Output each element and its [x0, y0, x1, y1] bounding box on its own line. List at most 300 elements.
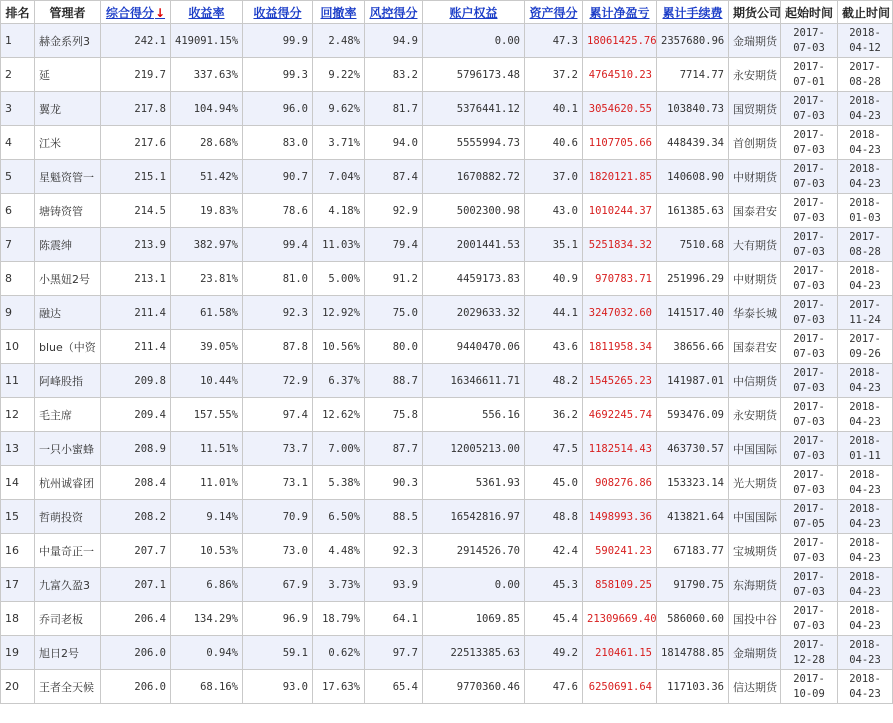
cell-net-pnl: 4764510.23: [583, 58, 657, 92]
cell-fees: 141517.40: [657, 296, 729, 330]
cell-fees: 117103.36: [657, 670, 729, 704]
table-row: [1, 568, 893, 602]
cell-score: 208.9: [101, 432, 171, 466]
cell-return: 39.05%: [171, 330, 243, 364]
col-fees[interactable]: 累计手续费: [657, 1, 729, 24]
cell-fees: 251996.29: [657, 262, 729, 296]
cell-drawdown: 17.63%: [313, 670, 365, 704]
cell-net-pnl: 1182514.43: [583, 432, 657, 466]
cell-company: 金瑞期货: [729, 24, 781, 58]
col-return[interactable]: 收益率: [171, 1, 243, 24]
cell-asset-score: 37.0: [525, 160, 583, 194]
cell-risk-score: 83.2: [365, 58, 423, 92]
cell-asset-score: 47.3: [525, 24, 583, 58]
cell-company: 国泰君安: [729, 330, 781, 364]
cell-equity: 9770360.46: [423, 670, 525, 704]
cell-risk-score: 91.2: [365, 262, 423, 296]
cell-start: 2017-07-03: [781, 194, 838, 228]
cell-company: 中国国际: [729, 432, 781, 466]
cell-net-pnl: 590241.23: [583, 534, 657, 568]
cell-return-score: 96.9: [243, 602, 313, 636]
cell-start: 2017-12-28: [781, 636, 838, 670]
cell-asset-score: 44.1: [525, 296, 583, 330]
cell-fees: 91790.75: [657, 568, 729, 602]
cell-return-score: 97.4: [243, 398, 313, 432]
cell-return-score: 81.0: [243, 262, 313, 296]
cell-asset-score: 40.9: [525, 262, 583, 296]
cell-risk-score: 64.1: [365, 602, 423, 636]
cell-drawdown: 6.50%: [313, 500, 365, 534]
cell-return: 11.51%: [171, 432, 243, 466]
cell-end: 2018-04-23: [838, 670, 893, 704]
table-row: [1, 126, 893, 160]
cell-company: 光大期货: [729, 466, 781, 500]
cell-drawdown: 0.62%: [313, 636, 365, 670]
cell-company: 宝城期货: [729, 534, 781, 568]
cell-asset-score: 48.2: [525, 364, 583, 398]
table-body: [1, 24, 893, 704]
cell-score: 206.0: [101, 670, 171, 704]
cell-company: 信达期货: [729, 670, 781, 704]
cell-end: 2018-04-23: [838, 636, 893, 670]
cell-return: 6.86%: [171, 568, 243, 602]
cell-manager: 融达: [35, 296, 101, 330]
cell-rank: 12: [1, 398, 35, 432]
cell-return: 104.94%: [171, 92, 243, 126]
cell-score: 208.2: [101, 500, 171, 534]
cell-manager: 王者全天候: [35, 670, 101, 704]
cell-manager: 哲萌投资: [35, 500, 101, 534]
cell-equity: 12005213.00: [423, 432, 525, 466]
cell-fees: 448439.34: [657, 126, 729, 160]
cell-return: 11.01%: [171, 466, 243, 500]
table-row: [1, 330, 893, 364]
cell-rank: 2: [1, 58, 35, 92]
cell-drawdown: 3.73%: [313, 568, 365, 602]
cell-fees: 38656.66: [657, 330, 729, 364]
cell-manager: 旭日2号: [35, 636, 101, 670]
cell-drawdown: 9.62%: [313, 92, 365, 126]
cell-manager: 阿峰股指: [35, 364, 101, 398]
cell-manager: 毛主席: [35, 398, 101, 432]
cell-company: 永安期货: [729, 398, 781, 432]
cell-asset-score: 37.2: [525, 58, 583, 92]
cell-fees: 141987.01: [657, 364, 729, 398]
cell-fees: 1814788.85: [657, 636, 729, 670]
cell-return-score: 73.0: [243, 534, 313, 568]
cell-company: 中信期货: [729, 364, 781, 398]
cell-score: 207.7: [101, 534, 171, 568]
cell-score: 242.1: [101, 24, 171, 58]
cell-company: 中财期货: [729, 160, 781, 194]
cell-manager: blue（中资: [35, 330, 101, 364]
col-score[interactable]: [101, 1, 171, 24]
cell-drawdown: 2.48%: [313, 24, 365, 58]
cell-rank: 17: [1, 568, 35, 602]
cell-company: 东海期货: [729, 568, 781, 602]
cell-net-pnl: 6250691.64: [583, 670, 657, 704]
cell-rank: 18: [1, 602, 35, 636]
cell-company: 国泰君安: [729, 194, 781, 228]
col-drawdown[interactable]: 回撤率: [313, 1, 365, 24]
cell-company: 首创期货: [729, 126, 781, 160]
cell-start: 2017-07-03: [781, 330, 838, 364]
cell-end: 2018-04-23: [838, 466, 893, 500]
cell-company: 金瑞期货: [729, 636, 781, 670]
cell-asset-score: 43.6: [525, 330, 583, 364]
cell-net-pnl: 3054620.55: [583, 92, 657, 126]
col-start: 起始时间: [781, 1, 838, 24]
cell-net-pnl: 1010244.37: [583, 194, 657, 228]
cell-risk-score: 80.0: [365, 330, 423, 364]
cell-return: 19.83%: [171, 194, 243, 228]
cell-company: 华泰长城: [729, 296, 781, 330]
cell-score: 213.1: [101, 262, 171, 296]
cell-return: 23.81%: [171, 262, 243, 296]
cell-score: 211.4: [101, 330, 171, 364]
cell-return-score: 59.1: [243, 636, 313, 670]
cell-risk-score: 92.3: [365, 534, 423, 568]
cell-start: 2017-07-03: [781, 92, 838, 126]
table-row: [1, 24, 893, 58]
cell-start: 2017-07-03: [781, 364, 838, 398]
cell-asset-score: 40.1: [525, 92, 583, 126]
cell-drawdown: 12.62%: [313, 398, 365, 432]
cell-end: 2017-08-28: [838, 58, 893, 92]
cell-return-score: 73.1: [243, 466, 313, 500]
cell-asset-score: 40.6: [525, 126, 583, 160]
cell-drawdown: 9.22%: [313, 58, 365, 92]
cell-company: 大有期货: [729, 228, 781, 262]
cell-start: 2017-07-05: [781, 500, 838, 534]
cell-return: 9.14%: [171, 500, 243, 534]
cell-net-pnl: 908276.86: [583, 466, 657, 500]
cell-net-pnl: 210461.15: [583, 636, 657, 670]
cell-score: 207.1: [101, 568, 171, 602]
cell-return: 382.97%: [171, 228, 243, 262]
cell-score: 213.9: [101, 228, 171, 262]
table-row: [1, 92, 893, 126]
sort-desc-icon: ↓: [154, 5, 166, 20]
cell-end: 2018-04-23: [838, 398, 893, 432]
cell-manager: 江米: [35, 126, 101, 160]
cell-asset-score: 35.1: [525, 228, 583, 262]
cell-score: 206.4: [101, 602, 171, 636]
cell-start: 2017-07-03: [781, 262, 838, 296]
cell-net-pnl: 1820121.85: [583, 160, 657, 194]
cell-return-score: 99.4: [243, 228, 313, 262]
cell-fees: 413821.64: [657, 500, 729, 534]
cell-rank: 13: [1, 432, 35, 466]
table-row: [1, 160, 893, 194]
col-risk-score[interactable]: 风控得分: [365, 1, 423, 24]
cell-rank: 16: [1, 534, 35, 568]
cell-net-pnl: 5251834.32: [583, 228, 657, 262]
cell-risk-score: 90.3: [365, 466, 423, 500]
table-row: [1, 534, 893, 568]
cell-drawdown: 4.18%: [313, 194, 365, 228]
cell-rank: 4: [1, 126, 35, 160]
cell-fees: 140608.90: [657, 160, 729, 194]
cell-score: 209.8: [101, 364, 171, 398]
cell-return: 419091.15%: [171, 24, 243, 58]
cell-start: 2017-07-03: [781, 432, 838, 466]
cell-score: 214.5: [101, 194, 171, 228]
cell-start: 2017-07-03: [781, 126, 838, 160]
cell-risk-score: 88.7: [365, 364, 423, 398]
cell-risk-score: 93.9: [365, 568, 423, 602]
header-row: [1, 1, 893, 24]
cell-drawdown: 3.71%: [313, 126, 365, 160]
table-row: [1, 602, 893, 636]
cell-score: 211.4: [101, 296, 171, 330]
cell-equity: 2029633.32: [423, 296, 525, 330]
cell-return-score: 72.9: [243, 364, 313, 398]
cell-end: 2018-01-03: [838, 194, 893, 228]
cell-return: 0.94%: [171, 636, 243, 670]
cell-fees: 7510.68: [657, 228, 729, 262]
cell-asset-score: 45.0: [525, 466, 583, 500]
cell-drawdown: 5.38%: [313, 466, 365, 500]
cell-score: 217.6: [101, 126, 171, 160]
cell-risk-score: 87.4: [365, 160, 423, 194]
cell-risk-score: 87.7: [365, 432, 423, 466]
cell-net-pnl: 1107705.66: [583, 126, 657, 160]
cell-start: 2017-07-03: [781, 568, 838, 602]
cell-equity: 4459173.83: [423, 262, 525, 296]
cell-rank: 1: [1, 24, 35, 58]
cell-equity: 5361.93: [423, 466, 525, 500]
cell-risk-score: 88.5: [365, 500, 423, 534]
cell-return: 337.63%: [171, 58, 243, 92]
cell-equity: 5376441.12: [423, 92, 525, 126]
cell-company: 国投中谷: [729, 602, 781, 636]
cell-end: 2018-01-11: [838, 432, 893, 466]
col-score-label: 综合得分: [105, 5, 154, 20]
cell-manager: 九富久盈3: [35, 568, 101, 602]
cell-equity: 5555994.73: [423, 126, 525, 160]
cell-company: 国贸期货: [729, 92, 781, 126]
cell-rank: 19: [1, 636, 35, 670]
cell-return-score: 67.9: [243, 568, 313, 602]
cell-fees: 7714.77: [657, 58, 729, 92]
table-row: [1, 364, 893, 398]
cell-fees: 67183.77: [657, 534, 729, 568]
cell-end: 2018-04-23: [838, 126, 893, 160]
cell-company: 中财期货: [729, 262, 781, 296]
cell-rank: 7: [1, 228, 35, 262]
cell-score: 219.7: [101, 58, 171, 92]
col-return-score[interactable]: 收益得分: [243, 1, 313, 24]
cell-fees: 463730.57: [657, 432, 729, 466]
cell-risk-score: 92.9: [365, 194, 423, 228]
cell-fees: 153323.14: [657, 466, 729, 500]
cell-manager: 延: [35, 58, 101, 92]
cell-manager: 杭州诚睿团: [35, 466, 101, 500]
cell-asset-score: 45.4: [525, 602, 583, 636]
cell-equity: 16346611.71: [423, 364, 525, 398]
cell-asset-score: 36.2: [525, 398, 583, 432]
cell-end: 2018-04-23: [838, 602, 893, 636]
cell-company: 中国国际: [729, 500, 781, 534]
table-row: [1, 670, 893, 704]
cell-end: 2017-09-26: [838, 330, 893, 364]
cell-manager: 中量奇正一: [35, 534, 101, 568]
cell-return-score: 90.7: [243, 160, 313, 194]
cell-start: 2017-07-03: [781, 24, 838, 58]
cell-rank: 11: [1, 364, 35, 398]
cell-manager: 赫金系列3: [35, 24, 101, 58]
cell-score: 215.1: [101, 160, 171, 194]
cell-start: 2017-10-09: [781, 670, 838, 704]
cell-rank: 8: [1, 262, 35, 296]
cell-risk-score: 94.9: [365, 24, 423, 58]
cell-start: 2017-07-03: [781, 534, 838, 568]
cell-risk-score: 75.0: [365, 296, 423, 330]
cell-rank: 15: [1, 500, 35, 534]
cell-equity: 22513385.63: [423, 636, 525, 670]
cell-start: 2017-07-03: [781, 466, 838, 500]
cell-asset-score: 45.3: [525, 568, 583, 602]
cell-return-score: 78.6: [243, 194, 313, 228]
cell-equity: 1670882.72: [423, 160, 525, 194]
cell-risk-score: 94.0: [365, 126, 423, 160]
cell-drawdown: 7.00%: [313, 432, 365, 466]
cell-end: 2018-04-12: [838, 24, 893, 58]
cell-net-pnl: 3247032.60: [583, 296, 657, 330]
cell-drawdown: 18.79%: [313, 602, 365, 636]
cell-asset-score: 47.5: [525, 432, 583, 466]
cell-start: 2017-07-03: [781, 296, 838, 330]
cell-score: 208.4: [101, 466, 171, 500]
cell-return: 157.55%: [171, 398, 243, 432]
cell-fees: 2357680.96: [657, 24, 729, 58]
cell-asset-score: 42.4: [525, 534, 583, 568]
cell-return: 61.58%: [171, 296, 243, 330]
cell-score: 206.0: [101, 636, 171, 670]
cell-net-pnl: 4692245.74: [583, 398, 657, 432]
cell-start: 2017-07-03: [781, 602, 838, 636]
cell-risk-score: 97.7: [365, 636, 423, 670]
cell-return: 51.42%: [171, 160, 243, 194]
table-row: [1, 466, 893, 500]
table-row: [1, 262, 893, 296]
cell-fees: 593476.09: [657, 398, 729, 432]
cell-asset-score: 47.6: [525, 670, 583, 704]
cell-company: 永安期货: [729, 58, 781, 92]
cell-rank: 6: [1, 194, 35, 228]
table-row: [1, 228, 893, 262]
cell-manager: 一只小蜜蜂: [35, 432, 101, 466]
cell-manager: 陈震绅: [35, 228, 101, 262]
col-equity[interactable]: 账户权益: [423, 1, 525, 24]
cell-rank: 10: [1, 330, 35, 364]
cell-manager: 翼龙: [35, 92, 101, 126]
cell-end: 2017-08-28: [838, 228, 893, 262]
table-row: [1, 432, 893, 466]
cell-end: 2018-04-23: [838, 534, 893, 568]
cell-fees: 586060.60: [657, 602, 729, 636]
table-row: [1, 398, 893, 432]
cell-score: 217.8: [101, 92, 171, 126]
cell-manager: 乔司老板: [35, 602, 101, 636]
cell-start: 2017-07-03: [781, 160, 838, 194]
cell-risk-score: 65.4: [365, 670, 423, 704]
cell-fees: 161385.63: [657, 194, 729, 228]
cell-fees: 103840.73: [657, 92, 729, 126]
table-row: [1, 500, 893, 534]
cell-return-score: 99.3: [243, 58, 313, 92]
cell-net-pnl: 18061425.76: [583, 24, 657, 58]
cell-asset-score: 43.0: [525, 194, 583, 228]
cell-end: 2018-04-23: [838, 568, 893, 602]
cell-equity: 0.00: [423, 24, 525, 58]
cell-return-score: 70.9: [243, 500, 313, 534]
cell-equity: 2914526.70: [423, 534, 525, 568]
table-row: [1, 58, 893, 92]
cell-net-pnl: 858109.25: [583, 568, 657, 602]
cell-equity: 556.16: [423, 398, 525, 432]
cell-end: 2018-04-23: [838, 92, 893, 126]
cell-return-score: 83.0: [243, 126, 313, 160]
cell-drawdown: 10.56%: [313, 330, 365, 364]
cell-end: 2017-11-24: [838, 296, 893, 330]
cell-return: 28.68%: [171, 126, 243, 160]
cell-end: 2018-04-23: [838, 262, 893, 296]
cell-drawdown: 5.00%: [313, 262, 365, 296]
cell-equity: 16542816.97: [423, 500, 525, 534]
col-end: 截止时间: [838, 1, 893, 24]
cell-start: 2017-07-03: [781, 228, 838, 262]
cell-start: 2017-07-01: [781, 58, 838, 92]
cell-risk-score: 81.7: [365, 92, 423, 126]
cell-score: 209.4: [101, 398, 171, 432]
table-row: [1, 296, 893, 330]
cell-manager: 小黑妞2号: [35, 262, 101, 296]
cell-rank: 20: [1, 670, 35, 704]
cell-net-pnl: 1498993.36: [583, 500, 657, 534]
cell-return-score: 99.9: [243, 24, 313, 58]
col-manager: 管理者: [35, 1, 101, 24]
col-asset-score[interactable]: 资产得分: [525, 1, 583, 24]
col-company: 期货公司: [729, 1, 781, 24]
cell-end: 2018-04-23: [838, 160, 893, 194]
cell-net-pnl: 1545265.23: [583, 364, 657, 398]
cell-equity: 5796173.48: [423, 58, 525, 92]
cell-return-score: 93.0: [243, 670, 313, 704]
cell-return: 10.53%: [171, 534, 243, 568]
cell-asset-score: 49.2: [525, 636, 583, 670]
cell-return-score: 87.8: [243, 330, 313, 364]
col-net-pnl[interactable]: 累计净盈亏: [583, 1, 657, 24]
cell-start: 2017-07-03: [781, 398, 838, 432]
table-row: [1, 194, 893, 228]
col-rank: 排名: [1, 1, 35, 24]
cell-net-pnl: 1811958.34: [583, 330, 657, 364]
cell-drawdown: 6.37%: [313, 364, 365, 398]
cell-drawdown: 4.48%: [313, 534, 365, 568]
cell-manager: 星魁资管一: [35, 160, 101, 194]
cell-drawdown: 11.03%: [313, 228, 365, 262]
cell-drawdown: 12.92%: [313, 296, 365, 330]
cell-net-pnl: 21309669.40: [583, 602, 657, 636]
cell-equity: 0.00: [423, 568, 525, 602]
cell-rank: 14: [1, 466, 35, 500]
cell-return: 10.44%: [171, 364, 243, 398]
cell-rank: 9: [1, 296, 35, 330]
cell-equity: 5002300.98: [423, 194, 525, 228]
cell-rank: 3: [1, 92, 35, 126]
